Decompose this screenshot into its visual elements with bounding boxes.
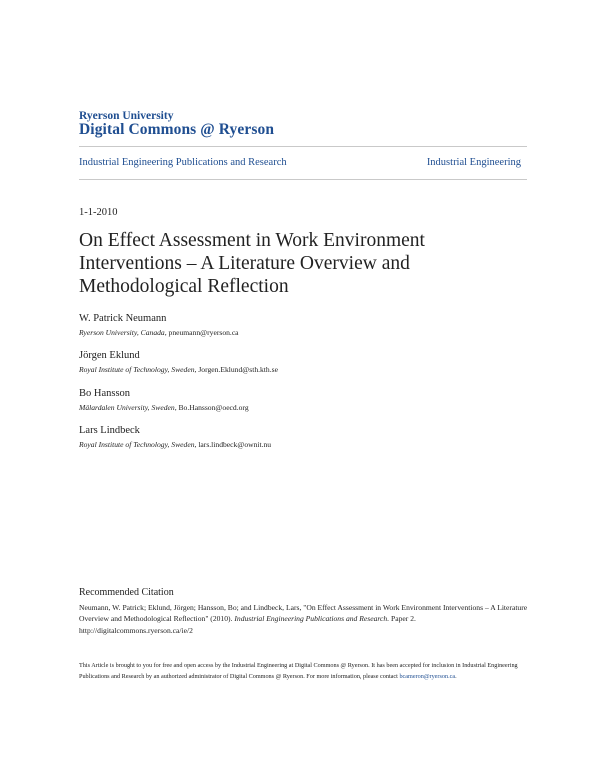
- author-entry: [79, 425, 271, 449]
- citation-paper: Paper 2.: [391, 614, 416, 624]
- affiliation: Mälardalen University, Sweden: [79, 403, 175, 412]
- author-affiliation: Royal Institute of Technology, Sweden, Jorgen.Eklund@sth.kth.se: [79, 365, 278, 374]
- recommended-citation-heading: Recommended Citation: [79, 587, 174, 598]
- divider-top: [79, 146, 527, 147]
- citation-journal: Industrial Engineering Publications and Research.: [234, 614, 390, 624]
- author-email[interactable]: pneumann@ryerson.ca: [168, 328, 239, 337]
- author-name: Lars Lindbeck: [79, 425, 140, 436]
- recommended-citation-text: [79, 602, 529, 636]
- citation-url[interactable]: http://digitalcommons.ryerson.ca/ie/2: [79, 625, 193, 635]
- divider-bottom: [79, 179, 527, 180]
- access-notice-end: .: [455, 673, 457, 681]
- repository-name[interactable]: Digital Commons @ Ryerson: [79, 121, 275, 138]
- author-affiliation: Mälardalen University, Sweden, Bo.Hansson@oecd.org: [79, 403, 249, 412]
- citation-text: Neumann, W. Patrick; Eklund, Jörgen; Hansson, Bo; and Lindbeck, Lars, "On Effect Assessment in Work Environment Interventions – A Literature Overview and Methodological Reflection" (2010).: [79, 603, 528, 624]
- collection-link[interactable]: Industrial Engineering Publications and Research: [79, 157, 287, 168]
- title-line: Methodological Reflection: [79, 276, 289, 297]
- affiliation: Ryerson University, Canada: [79, 328, 165, 337]
- author-affiliation: Royal Institute of Technology, Sweden, lars.lindbeck@ownit.nu: [79, 440, 272, 449]
- article-title: [79, 229, 499, 298]
- affiliation: Royal Institute of Technology, Sweden: [79, 440, 195, 449]
- author-email[interactable]: Bo.Hansson@oecd.org: [178, 403, 249, 412]
- department-link[interactable]: Industrial Engineering: [426, 157, 521, 168]
- author-entry: [79, 388, 249, 412]
- author-email[interactable]: lars.lindbeck@ownit.nu: [198, 440, 272, 449]
- author-affiliation: Ryerson University, Canada, pneumann@ryerson.ca: [79, 328, 239, 337]
- author-entry: [79, 313, 239, 337]
- publication-date: 1-1-2010: [79, 207, 118, 218]
- author-name: Jörgen Eklund: [79, 350, 140, 361]
- institution-name[interactable]: Ryerson University: [79, 110, 174, 122]
- contact-email-link[interactable]: bcameron@ryerson.ca: [399, 673, 456, 681]
- access-notice: [79, 660, 529, 683]
- author-name: W. Patrick Neumann: [79, 313, 167, 324]
- title-line: On Effect Assessment in Work Environment: [79, 230, 425, 251]
- author-name: Bo Hansson: [79, 388, 131, 399]
- author-entry: [79, 350, 278, 374]
- title-line: Interventions – A Literature Overview and: [79, 253, 410, 274]
- author-email[interactable]: Jorgen.Eklund@sth.kth.se: [198, 365, 278, 374]
- access-notice-text: This Article is brought to you for free and open access by the Industrial Engineering at Digital Commons @ Ryerson. It has been accepted for inclusion in Industrial Engineering Publications and Research by an authorized administrator of Digital Commons @ Ryerson. For more information, please contact: [79, 662, 518, 681]
- affiliation: Royal Institute of Technology, Sweden: [79, 365, 195, 374]
